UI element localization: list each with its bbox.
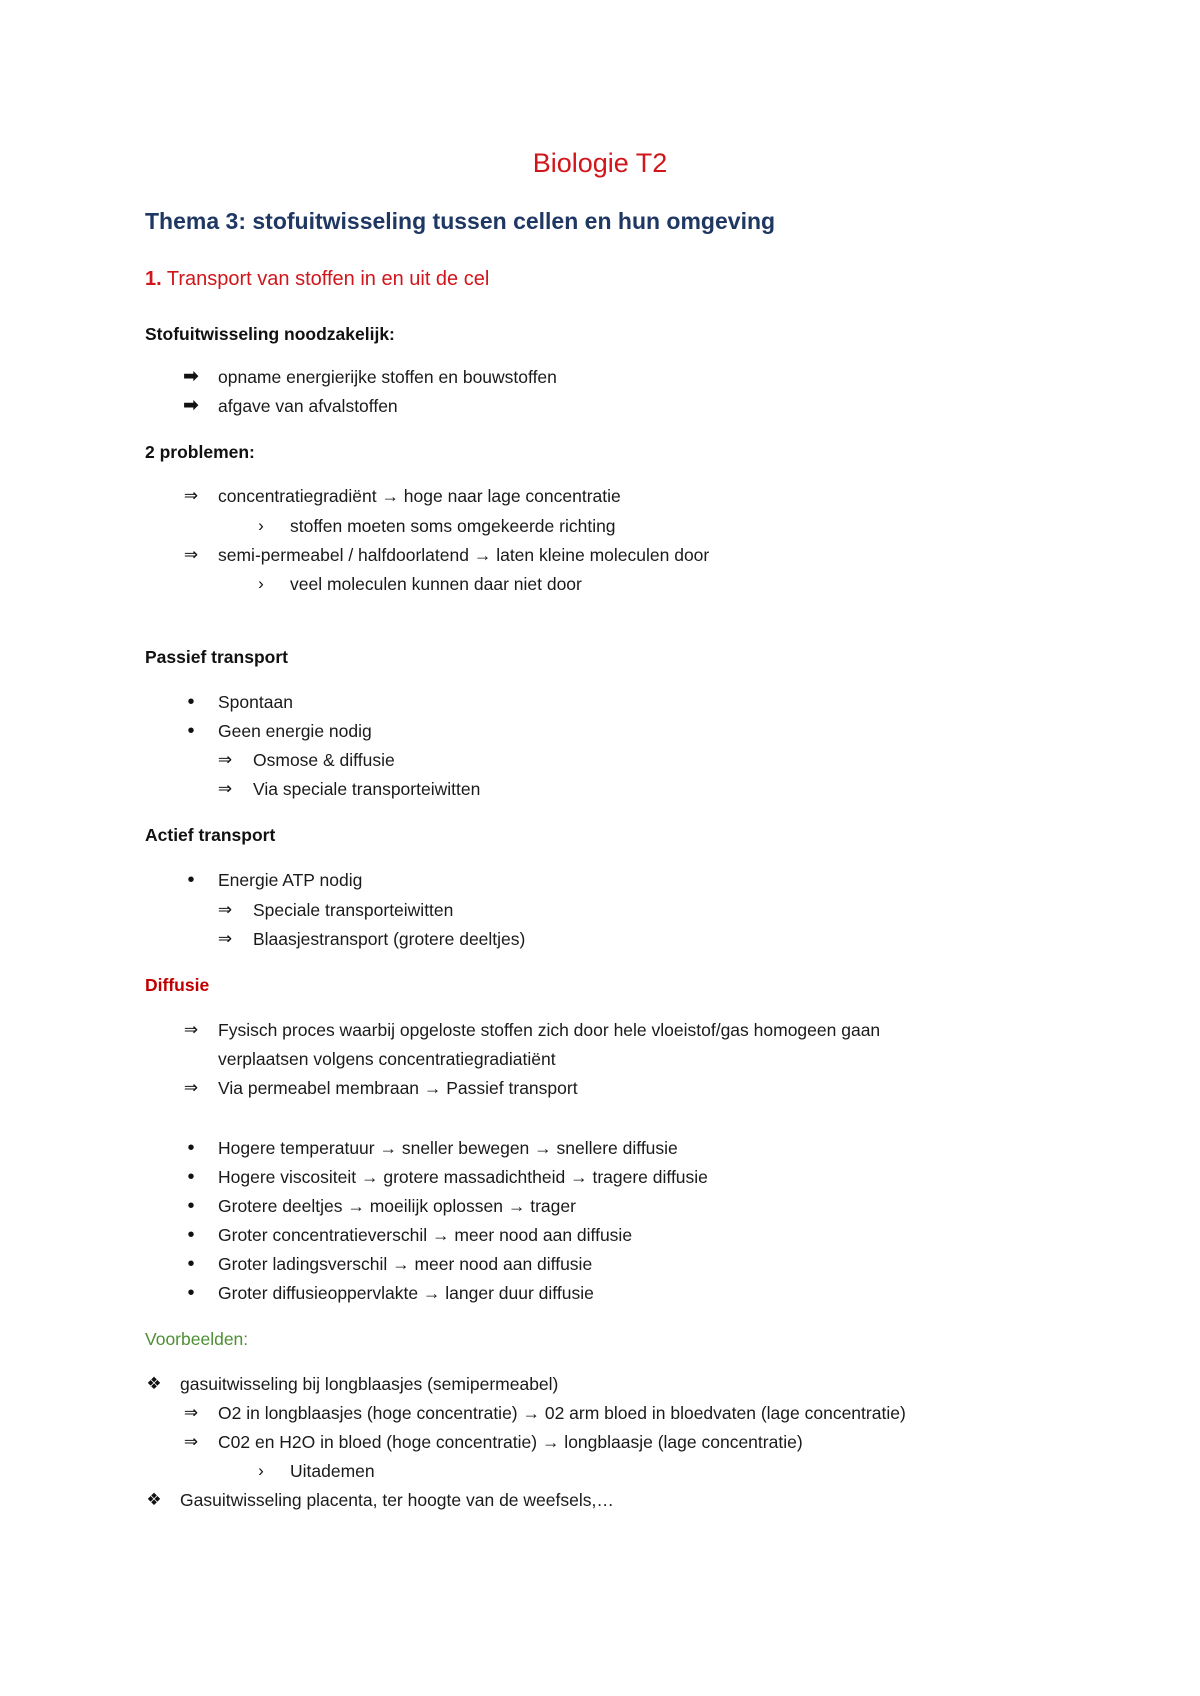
double-arrow-icon: ⇒ bbox=[183, 486, 199, 505]
section-heading bbox=[145, 266, 489, 292]
list-item: afgave van afvalstoffen bbox=[218, 396, 398, 416]
bullet-icon: • bbox=[187, 869, 195, 891]
list-item: stoffen moeten soms omgekeerde richting bbox=[290, 516, 616, 536]
section-text: Transport van stoffen in en uit de cel bbox=[161, 268, 490, 290]
chevron-icon: › bbox=[258, 574, 264, 593]
bullet-icon: • bbox=[187, 1166, 195, 1188]
bullet-icon: • bbox=[187, 1195, 195, 1217]
stofuitwisseling-heading: Stofuitwisseling noodzakelijk: bbox=[145, 324, 395, 344]
double-arrow-icon: ⇒ bbox=[217, 779, 233, 798]
list-item: concentratiegradiënt → hoge naar lage concentratie bbox=[218, 486, 621, 506]
double-arrow-icon: ⇒ bbox=[183, 1078, 199, 1097]
actief-heading: Actief transport bbox=[145, 825, 276, 845]
list-item: veel moleculen kunnen daar niet door bbox=[290, 574, 582, 594]
double-arrow-icon: ⇒ bbox=[183, 1432, 199, 1451]
list-item: Hogere temperatuur → sneller bewegen → snellere diffusie bbox=[218, 1138, 678, 1158]
list-item: Osmose & diffusie bbox=[253, 750, 395, 770]
diamond-bullet-icon: ❖ bbox=[146, 1374, 162, 1393]
chevron-icon: › bbox=[258, 1461, 264, 1480]
list-item: Geen energie nodig bbox=[218, 721, 372, 741]
list-item: Speciale transporteiwitten bbox=[253, 900, 454, 920]
list-item: Spontaan bbox=[218, 692, 293, 712]
theme-heading: Thema 3: stofuitwisseling tussen cellen en hun omgeving bbox=[145, 208, 776, 234]
list-item: Gasuitwisseling placenta, ter hoogte van de weefsels,… bbox=[180, 1490, 614, 1510]
bullet-icon: • bbox=[187, 1224, 195, 1246]
list-item: semi-permeabel / halfdoorlatend → laten kleine moleculen door bbox=[218, 545, 710, 565]
list-item: Blaasjestransport (grotere deeltjes) bbox=[253, 929, 526, 949]
diamond-bullet-icon: ❖ bbox=[146, 1490, 162, 1509]
double-arrow-icon: ⇒ bbox=[183, 1020, 199, 1039]
list-item: Via speciale transporteiwitten bbox=[253, 779, 481, 799]
double-arrow-icon: ⇒ bbox=[217, 750, 233, 769]
list-item: Hogere viscositeit → grotere massadichtheid → tragere diffusie bbox=[218, 1167, 708, 1187]
double-arrow-icon: ⇒ bbox=[217, 929, 233, 948]
list-item: gasuitwisseling bij longblaasjes (semipermeabel) bbox=[180, 1374, 559, 1394]
heavy-arrow-icon: ➡ bbox=[183, 366, 199, 387]
passief-heading: Passief transport bbox=[145, 647, 288, 667]
list-item: Energie ATP nodig bbox=[218, 870, 363, 890]
chevron-icon: › bbox=[258, 516, 264, 535]
list-item: Groter concentratieverschil → meer nood aan diffusie bbox=[218, 1225, 633, 1245]
double-arrow-icon: ⇒ bbox=[183, 1403, 199, 1422]
problemen-heading: 2 problemen: bbox=[145, 442, 255, 462]
list-item: C02 en H2O in bloed (hoge concentratie) → longblaasje (lage concentratie) bbox=[218, 1432, 803, 1452]
bullet-icon: • bbox=[187, 691, 195, 713]
double-arrow-icon: ⇒ bbox=[217, 900, 233, 919]
list-item: Uitademen bbox=[290, 1461, 375, 1481]
list-item-continuation: verplaatsen volgens concentratiegradiatiënt bbox=[218, 1049, 556, 1069]
list-item: Fysisch proces waarbij opgeloste stoffen zich door hele vloeistof/gas homogeen gaan bbox=[218, 1020, 881, 1040]
heavy-arrow-icon: ➡ bbox=[183, 395, 199, 416]
list-item: Groter diffusieoppervlakte → langer duur diffusie bbox=[218, 1283, 594, 1303]
section-number: 1. bbox=[145, 268, 162, 290]
bullet-icon: • bbox=[187, 1137, 195, 1159]
list-item: opname energierijke stoffen en bouwstoffen bbox=[218, 367, 557, 387]
voorbeelden-heading: Voorbeelden: bbox=[145, 1329, 249, 1349]
list-item: Grotere deeltjes → moeilijk oplossen → trager bbox=[218, 1196, 576, 1216]
bullet-icon: • bbox=[187, 720, 195, 742]
list-item: Via permeabel membraan → Passief transport bbox=[218, 1078, 578, 1098]
list-item: O2 in longblaasjes (hoge concentratie) → 02 arm bloed in bloedvaten (lage concentratie) bbox=[218, 1403, 906, 1423]
bullet-icon: • bbox=[187, 1282, 195, 1304]
bullet-icon: • bbox=[187, 1253, 195, 1275]
diffusie-heading: Diffusie bbox=[145, 975, 210, 995]
document-title: Biologie T2 bbox=[532, 148, 668, 178]
double-arrow-icon: ⇒ bbox=[183, 545, 199, 564]
list-item: Groter ladingsverschil → meer nood aan diffusie bbox=[218, 1254, 593, 1274]
